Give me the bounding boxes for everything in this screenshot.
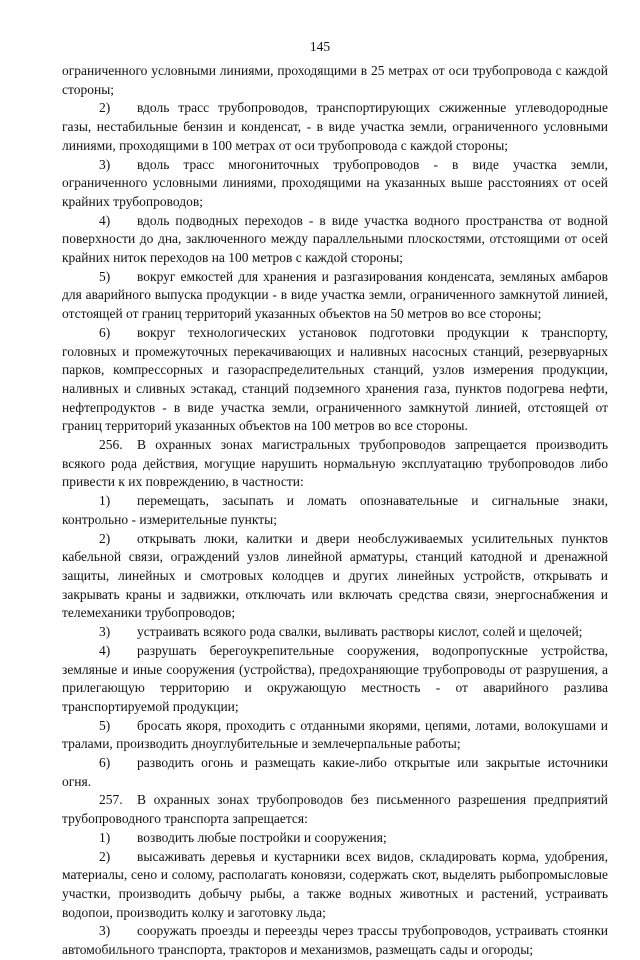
paragraph-text: вдоль трасс трубопроводов, транспортирующих сжиженные углеводородные газы, нестабильные бензин и конденсат, - в виде участка земли, ограниченного условными линиями, проходящими в 100 метрах от оси трубопровода с каждой стороны; [62,100,608,153]
item-number: 3) [99,156,111,172]
paragraph [62,268,608,324]
paragraph-text: высаживать деревья и кустарники всех видов, складировать корма, удобрения, материалы, сено и солому, располагать коновязи, содержать скот, выделять рыбопромысловые участки, производить добычу рыбы, а также водных животных и растений, устраивать водопои, производить колку и заготовку льда; [62,848,608,920]
paragraph-text: вокруг технологических установок подготовки продукции к транспорту, головных и промежуточных перекачивающих и наливных насосных станций, резервуарных парков, компрессорных и газораспределительных станций, узлов измерения продукции, наливных и сливных эстакад, станций подземного хранения газа, пунктов подогрева нефти, нефтепродуктов - в виде участка земли, ограниченного замкнутой линией, отстоящей от границ территорий указанных объектов на 100 метров во все стороны. [62,324,608,434]
paragraph [62,717,608,754]
paragraph [62,623,608,642]
item-number: 257. [99,792,123,808]
paragraph [62,212,608,268]
paragraph-text: вдоль трасс многониточных трубопроводов - в виде участка земли, ограниченного условными линиями, проходящими на указанных выше расстояниях от осей крайних трубопроводов; [62,156,608,209]
item-number: 1) [99,493,111,509]
item-number: 6) [99,324,111,340]
paragraph-text: возводить любые постройки и сооружения; [137,829,387,845]
item-number: 256. [99,437,123,453]
paragraph [62,99,608,155]
document-body [62,62,608,960]
paragraph [62,922,608,959]
item-number: 4) [99,212,111,228]
paragraph-text: бросать якоря, проходить с отданными якорями, цепями, лотами, волокушами и тралами, производить дноуглубительные и землечерпальные работы; [62,717,608,752]
paragraph [62,791,608,828]
paragraph [62,62,608,99]
item-number: 3) [99,624,111,640]
paragraph-text: вокруг емкостей для хранения и разгазирования конденсата, земляных амбаров для аварийного выпуска продукции - в виде участка земли, ограниченного замкнутой линией, отстоящей от границ территорий указанных объектов на 50 метров во все стороны; [62,268,608,322]
paragraph-text: перемещать, засыпать и ломать опознавательные и сигнальные знаки, контрольно - измерительные пункты; [62,493,608,527]
paragraph-text: разводить огонь и размещать какие-либо открытые или закрытые источники огня. [62,755,608,789]
page-number: 145 [309,39,331,54]
item-number: 2) [99,530,111,546]
paragraph [62,324,608,436]
item-number: 4) [99,642,111,658]
paragraph-text: разрушать берегоукрепительные сооружения, водопропускные устройства, земляные и иные сооружения (устройства), предохраняющие трубопроводы от разрушения, а прилегающую территорию и окружающую местность - от аварийного разлива транспортируемой продукции; [62,642,608,714]
paragraph [62,530,608,624]
item-number: 6) [99,755,111,771]
paragraph-text: устраивать всякого рода свалки, выливать растворы кислот, солей и щелочей; [137,624,583,640]
item-number: 1) [99,829,111,845]
item-number: 3) [99,923,111,939]
item-number: 5) [99,268,111,284]
paragraph [62,156,608,212]
paragraph-text: В охранных зонах трубопроводов без письменного разрешения предприятий трубопроводного транспорта запрещается: [62,792,608,827]
item-number: 2) [99,848,111,864]
paragraph [62,436,608,492]
paragraph-text: вдоль подводных переходов - в виде участка водного пространства от водной поверхности до дна, заключенного между параллельными плоскостями, отстоящими от осей крайних ниток переходов на 100 метров с каждой стороны; [62,212,608,266]
paragraph-text: сооружать проезды и переезды через трассы трубопроводов, устраивать стоянки автомобильного транспорта, тракторов и механизмов, размещать сады и огороды; [62,923,608,958]
paragraph [62,492,608,529]
paragraph [62,829,608,848]
item-number: 2) [99,100,111,116]
paragraph [62,848,608,923]
paragraph-text: В охранных зонах магистральных трубопроводов запрещается производить всякого рода действия, могущие нарушить нормальную эксплуатацию трубопроводов либо привести к их повреждению, в частности: [62,437,608,490]
paragraph [62,642,608,717]
item-number: 5) [99,717,111,733]
paragraph [62,754,608,791]
paragraph-text: ограниченного условными линиями, проходящими в 25 метрах от оси трубопровода с каждой стороны; [62,63,608,97]
paragraph-text: открывать люки, калитки и двери необслуживаемых усилительных пунктов кабельной связи, ограждений узлов линейной арматуры, станций катодной и дренажной защиты, линейных и смотровых колодцев и других линейных устройств, открывать и закрывать краны и задвижки, отключать или включать средства связи, энергоснабжения и телемеханики трубопроводов; [62,530,608,621]
